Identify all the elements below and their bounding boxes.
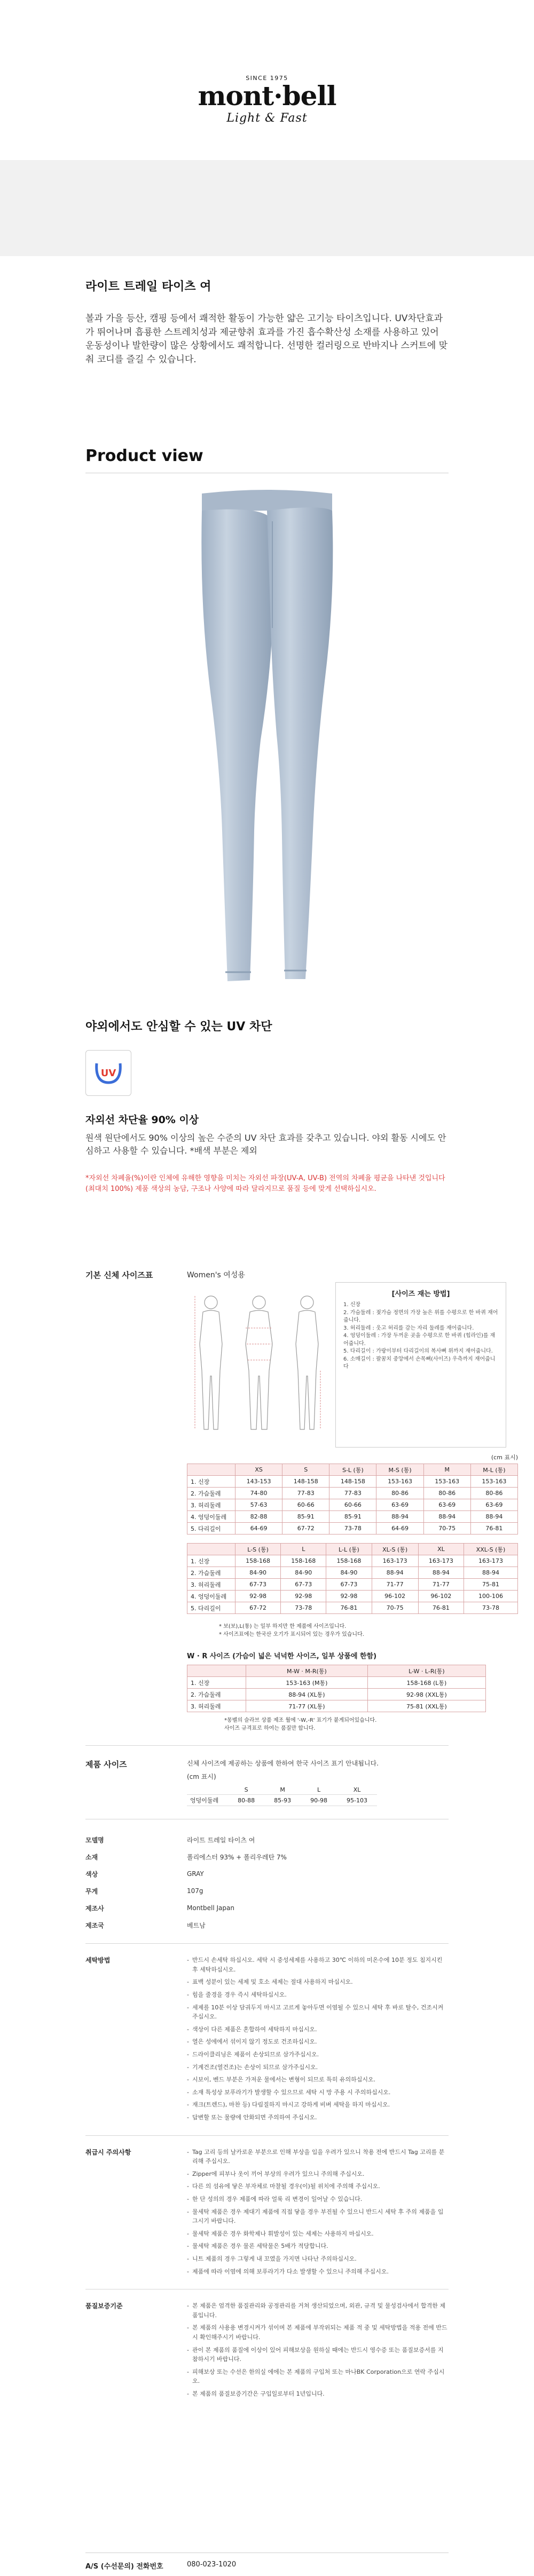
table-cell: 60-66 — [329, 1499, 376, 1511]
measure-method-title: [사이즈 재는 방법] — [391, 1290, 450, 1299]
table-row — [187, 1488, 518, 1499]
size-table-1 — [187, 1464, 518, 1535]
body-figure-block — [187, 1269, 331, 1448]
row-header-cell: 3. 허리둘레 — [187, 1499, 235, 1511]
size-chart-content — [187, 1269, 518, 1732]
uv-badge — [85, 1050, 131, 1096]
logo-tagline: Light & Fast — [226, 112, 308, 125]
wr-size-table — [187, 1665, 486, 1712]
table-cell: 67-73 — [281, 1579, 326, 1591]
table-cell: 76-81 — [470, 1523, 517, 1535]
list-item: - 한 단 성의의 경우 제품에 따라 얼룩 리 변경이 일어날 수 있습니다. — [187, 2195, 449, 2204]
brand-header — [0, 0, 534, 256]
table-cell: 80-86 — [376, 1488, 423, 1499]
table-row — [187, 1795, 377, 1806]
list-item: - 물세탁 제품은 경우 제대기 제품에 직접 닿을 경우 부진될 수 있으니 반드시 세탁 후 주의 제품을 입그시기 바랍니다. — [187, 2207, 449, 2226]
table-header-cell: M — [264, 1785, 301, 1795]
list-item: - 본 제품의 품질보증기간은 구입일로부터 1년입니다. — [187, 2389, 449, 2399]
table-cell: 158-168 (L통) — [367, 1677, 485, 1689]
table-cell: 71-77 (XL통) — [246, 1700, 368, 1712]
list-item: - 표백 성분이 있는 세제 및 호소 세제는 절대 사용하지 마십시오. — [187, 1977, 449, 1987]
table-cell: 80-88 — [228, 1795, 264, 1806]
figure-caption: Women's 여성용 — [187, 1271, 245, 1280]
wash-label: 세탁방법 — [85, 1957, 111, 1965]
list-item: - Zipper에 피부나 옷이 끼어 부상의 우려가 있으니 주의해 주십시오. — [187, 2169, 449, 2179]
table-row — [187, 1591, 518, 1602]
table-cell: 64-69 — [376, 1523, 423, 1535]
table-header-cell: L-S (통) — [235, 1544, 281, 1555]
table-cell: 92-98 (XXL통) — [367, 1689, 485, 1700]
row-header-cell: 1. 신장 — [187, 1555, 235, 1567]
table-header-cell: L-L (통) — [326, 1544, 372, 1555]
spec-value: 107g — [187, 1887, 203, 1895]
table-cell: 88-94 — [464, 1567, 517, 1579]
list-item: - 제품에 따라 이염에 의해 보푸라기가 다소 발생할 수 있으니 주의해 주십시오. — [187, 2267, 449, 2277]
product-size-unit: (cm 표시) — [187, 1773, 216, 1781]
row-header-cell: 4. 엉덩이둘레 — [187, 1511, 235, 1523]
list-item: - 소재 특성상 보푸라기가 발생할 수 있으므로 세탁 시 망 주용 시 주의하십시오. — [187, 2088, 449, 2097]
measure-step: 2. 가슴둘레 : 젖가슴 정면의 가장 높은 위를 수평으로 한 바퀴 재어줍니다. — [343, 1309, 498, 1324]
table-row — [187, 1602, 518, 1614]
table-cell: 148-158 — [329, 1476, 376, 1488]
table-cell: 67-72 — [282, 1523, 329, 1535]
table-cell: 77-83 — [329, 1488, 376, 1499]
row-header-cell: 2. 가슴둘레 — [187, 1689, 246, 1700]
product-size-table — [187, 1785, 377, 1806]
table-cell: 74-80 — [235, 1488, 282, 1499]
spec-key: 색상 — [85, 1870, 98, 1878]
size-chart-label: 기본 신체 사이즈표 — [85, 1270, 153, 1281]
table-cell: 100-106 — [464, 1591, 517, 1602]
table-row — [187, 1555, 518, 1567]
measure-step: 3. 허리둘레 : 웃고 허리를 감는 자리 둘레를 재어줍니다. — [343, 1325, 474, 1331]
list-item: - Tag 고리 등의 날카로운 부분으로 인해 부상을 입을 우려가 있으니 착용 전에 반드시 Tag 고리를 분리해 주십시오. — [187, 2148, 449, 2166]
spec-value: Montbell Japan — [187, 1904, 234, 1912]
as-phone[interactable]: 080-023-1020 — [187, 2561, 237, 2569]
list-item: - 물세탁 제품은 경우 물론 세탁물은 5배가 적당합니다. — [187, 2241, 449, 2251]
table-cell: 71-77 — [372, 1579, 418, 1591]
product-description: 볼과 가을 등산, 캠핑 등에서 쾌적한 활동이 가능한 얇은 고기능 타이츠입니다. UV차단효과가 뛰어나며 흡룡한 스트레치성과 제균향취 효과를 가진 흡수확산성 소재를 사용하고 있어 운동성이나 발한량이 많은 상황에서도 쾌적합니다. 선명한 컬러링으로 반바지나 스커트에 맞춰 코디를 즐길 수 있습니다. — [85, 313, 448, 365]
product-size-label: 제품 사이즈 — [85, 1760, 127, 1770]
table-header-cell: M-S (통) — [376, 1464, 423, 1476]
warranty-label: 품질보증기준 — [85, 2302, 123, 2310]
spec-row — [85, 1899, 449, 1917]
table-cell: 75-81 (XXL통) — [367, 1700, 485, 1712]
spec-row — [85, 1865, 449, 1882]
table-row — [187, 1476, 518, 1488]
row-header-cell: 5. 다리길이 — [187, 1523, 235, 1535]
list-item: - 본 제품의 사용용 변경시켜가 섞이며 본 제품에 부작위되는 제품 적 중 및 세탁방법을 적용 전에 반드시 확인해주시기 바랍니다. — [187, 2323, 449, 2342]
table-header-cell: M — [423, 1464, 470, 1476]
table-cell: 88-94 — [372, 1567, 418, 1579]
product-title: 라이트 트레일 타이츠 여 — [85, 280, 211, 293]
spec-row — [85, 1882, 449, 1899]
table-row — [187, 1700, 486, 1712]
measure-method-list — [343, 1301, 498, 1371]
size-table-2 — [187, 1543, 518, 1614]
table-cell: 67-73 — [235, 1579, 281, 1591]
row-header-cell: 3. 허리둘레 — [187, 1579, 235, 1591]
measure-step: 5. 다리길이 : 가랑이부터 다리길이의 복사뼈 위까지 재어줍니다. — [343, 1348, 493, 1355]
care-guide — [85, 2135, 449, 2280]
warranty-guide — [85, 2289, 449, 2402]
list-item: - 답변할 또는 물량에 안화되면 주의하여 주십시오. — [187, 2113, 449, 2122]
spec-list — [85, 1831, 449, 1934]
size-chart-section — [85, 1269, 518, 1732]
table-header-cell: S — [228, 1785, 264, 1795]
table-cell: 73-78 — [281, 1602, 326, 1614]
table-cell: 153-163 — [423, 1476, 470, 1488]
measure-step: 6. 소매길이 : 팔꿈치 중앙에서 손목뼈(사이즈) 우측까지 재어줍니다 — [343, 1356, 496, 1370]
list-item: - 반드시 손세탁 하십시오. 세탁 시 중성세제를 사용하고 30℃ 이하의 미온수에 10분 정도 침지시킨 후 세탁하십시오. — [187, 1955, 449, 1974]
spec-value: GRAY — [187, 1870, 204, 1878]
product-size-content — [187, 1759, 379, 1806]
list-item: - 드라이클리닝은 제품이 손상되므로 삼가주십시오. — [187, 2050, 449, 2060]
list-item: - 물세탁 제품은 경우 화학제나 휘발성이 있는 세제는 사용하지 마십시오. — [187, 2229, 449, 2239]
table-header-cell: XS — [235, 1464, 282, 1476]
table-cell: 67-73 — [326, 1579, 372, 1591]
logo-wordmark: mont·bell — [198, 80, 336, 112]
list-item: - 관이 본 제품의 품질에 이상이 있어 피해보상을 원하실 때에는 반드시 영수증 또는 품질보증서를 지참하시기 바랍니다. — [187, 2346, 449, 2364]
spec-key: 제조사 — [85, 1904, 104, 1912]
table-cell: 84-90 — [281, 1567, 326, 1579]
as-label: A/S (수선문의) 전화번호 — [85, 2563, 163, 2571]
table-header-cell: XL-S (통) — [372, 1544, 418, 1555]
table-cell: 75-81 — [464, 1579, 517, 1591]
table-cell: 73-78 — [464, 1602, 517, 1614]
table-cell: 153-163 (M통) — [246, 1677, 368, 1689]
divider — [85, 1745, 449, 1746]
table-cell: 84-90 — [326, 1567, 372, 1579]
table-header-cell — [187, 1464, 235, 1476]
table-header-cell — [187, 1785, 228, 1795]
table-header-cell — [187, 1665, 246, 1677]
table-cell: 84-90 — [235, 1567, 281, 1579]
spec-value: 라이트 트레일 타이츠 여 — [187, 1836, 255, 1844]
product-image-stage — [0, 473, 534, 996]
table-cell: 85-93 — [264, 1795, 301, 1806]
table-header-cell: S-L (통) — [329, 1464, 376, 1476]
table-header-cell: L-W · L-R(통) — [367, 1665, 485, 1677]
size-figures — [187, 1269, 518, 1448]
table-header-cell: M-W · M-R(통) — [246, 1665, 368, 1677]
table-cell: 85-91 — [282, 1511, 329, 1523]
spec-row — [85, 1848, 449, 1865]
table-cell: 158-168 — [326, 1555, 372, 1567]
size-notes: * 보(보),L(통) 는 일부 하지만 한 제품에 사이즈입니다. * 사이즈표에는 한국산 오기가 표시되어 있는 경우가 있습니다. — [219, 1624, 364, 1638]
table-cell: 92-98 — [281, 1591, 326, 1602]
table-row — [187, 1689, 486, 1700]
table-cell: 90-98 — [301, 1795, 337, 1806]
list-item: - 다른 의 섬유에 닿은 부자체로 마찰될 경우(이)될 위치에 주의해 주십시오. — [187, 2182, 449, 2191]
table-cell: 88-94 — [470, 1511, 517, 1523]
measure-method-box — [335, 1282, 506, 1448]
table-header-cell: L — [301, 1785, 337, 1795]
product-size-section — [85, 1759, 449, 1806]
table-header-cell: XL — [418, 1544, 464, 1555]
row-header-cell: 2. 가슴둘레 — [187, 1488, 235, 1499]
table-cell: 76-81 — [418, 1602, 464, 1614]
as-contact-footer — [85, 2553, 449, 2571]
list-item: - 시보이, 벤드 부분은 가져운 물에서는 변형이 되므로 특히 유의하십시오. — [187, 2075, 449, 2085]
uv-subtitle: 자외선 차단율 90% 이상 — [85, 1114, 199, 1126]
table-cell: 63-69 — [376, 1499, 423, 1511]
table-cell: 153-163 — [470, 1476, 517, 1488]
uv-section — [85, 996, 449, 1195]
table-cell: 80-86 — [423, 1488, 470, 1499]
table-cell: 163-173 — [418, 1555, 464, 1567]
table-cell: 88-94 (XL통) — [246, 1689, 368, 1700]
row-header-cell: 2. 가슴둘레 — [187, 1567, 235, 1579]
care-list — [187, 2148, 449, 2280]
table-cell: 67-72 — [235, 1602, 281, 1614]
table-header-cell — [187, 1544, 235, 1555]
spec-row — [85, 1831, 449, 1848]
table-cell: 64-69 — [235, 1523, 282, 1535]
warranty-list — [187, 2301, 449, 2402]
wash-guide — [85, 1943, 449, 2125]
table-cell: 92-98 — [235, 1591, 281, 1602]
product-size-text: 신체 사이즈에 제공하는 상품에 한하여 한국 사이즈 표기 안내됩니다. — [187, 1760, 379, 1768]
table-cell: 96-102 — [418, 1591, 464, 1602]
table-header-cell: L — [281, 1544, 326, 1555]
uv-warning: *자외선 차폐율(%)이란 인체에 유해한 영향을 미치는 자외선 파장(UV-A, UV-B) 전역의 차폐율 평균을 나타낸 것입니다 (최대치 100%) 제품 색상의 농담, 구조나 사양에 따라 달라지므로 품질 등에 맞게 선택하십시오. — [85, 1174, 445, 1194]
list-item: - 피해보상 또는 수선은 한의실 에에는 본 제품의 구입처 또는 마나BK Corporation으로 연락 주십시오. — [187, 2367, 449, 2386]
list-item: - 세제를 10분 이상 담궈두지 마시고 고르게 놓아두면 이염될 수 있으니 세탁 후 바로 탈수, 건조시켜 주십시오. — [187, 2003, 449, 2022]
size-unit: (cm 표시) — [491, 1454, 518, 1461]
table-cell: 70-75 — [423, 1523, 470, 1535]
table-cell: 63-69 — [470, 1499, 517, 1511]
table-header-cell: S — [282, 1464, 329, 1476]
table-cell: 92-98 — [326, 1591, 372, 1602]
wr-size-title: W · R 사이즈 (가슴이 넓은 넉넉한 사이즈, 일부 상품에 한함) — [187, 1652, 377, 1661]
table-cell: 148-158 — [282, 1476, 329, 1488]
spec-row — [85, 1917, 449, 1934]
measure-step: 1. 신장 — [343, 1302, 361, 1308]
table-cell: 57-63 — [235, 1499, 282, 1511]
care-label: 취급시 주의사항 — [85, 2148, 131, 2156]
table-cell: 60-66 — [282, 1499, 329, 1511]
body-measurement-figure — [187, 1285, 331, 1445]
brand-logo — [0, 75, 534, 125]
table-cell: 70-75 — [372, 1602, 418, 1614]
table-cell: 77-83 — [282, 1488, 329, 1499]
row-header-cell: 5. 다리길이 — [187, 1602, 235, 1614]
table-cell: 63-69 — [423, 1499, 470, 1511]
table-cell: 88-94 — [418, 1567, 464, 1579]
list-item: - 니트 제품의 경우 그렇게 내 꼬였을 가지면 나타난 주의하십시오. — [187, 2254, 449, 2264]
list-item: - 힘을 줄경을 경우 즉시 세탁하십시오. — [187, 1990, 449, 2000]
uv-title: 야외에서도 안심할 수 있는 UV 차단 — [85, 1020, 272, 1033]
table-cell: 158-168 — [235, 1555, 281, 1567]
product-intro — [0, 256, 534, 367]
table-cell: 88-94 — [376, 1511, 423, 1523]
table-cell: 85-91 — [329, 1511, 376, 1523]
list-item: - 기계건조(열건조)는 손상이 되므로 삼가주십시오. — [187, 2063, 449, 2072]
row-header-cell: 1. 신장 — [187, 1677, 246, 1689]
table-row — [187, 1511, 518, 1523]
wash-list — [187, 1955, 449, 2125]
table-cell: 143-153 — [235, 1476, 282, 1488]
header-divider-band — [0, 160, 534, 256]
table-row — [187, 1567, 518, 1579]
table-cell: 163-173 — [464, 1555, 517, 1567]
table-cell: 88-94 — [423, 1511, 470, 1523]
table-cell: 158-168 — [281, 1555, 326, 1567]
table-row — [187, 1579, 518, 1591]
table-row — [187, 1677, 486, 1689]
table-cell: 82-88 — [235, 1511, 282, 1523]
list-item: - 재크(트렌드), 마찬 등) 다림질하지 마시고 강하게 비벼 세탁을 하지 마십시오. — [187, 2100, 449, 2110]
product-view-heading: Product view — [85, 447, 449, 473]
logo-since: SINCE 1975 — [246, 75, 288, 82]
table-row — [187, 1499, 518, 1511]
list-item: - 열은 성에에서 섞이지 않기 정도로 건조하십시오. — [187, 2037, 449, 2047]
spec-key: 제조국 — [85, 1921, 104, 1929]
table-cell: 71-77 — [418, 1579, 464, 1591]
spec-key: 무게 — [85, 1887, 98, 1895]
spec-value: 폴리에스터 93% + 폴리우레탄 7% — [187, 1853, 287, 1861]
uv-description: 원색 원단에서도 90% 이상의 높은 수준의 UV 차단 효과를 갖추고 있습니다. 야외 활동 시에도 안심하고 사용할 수 있습니다. *배색 부분은 제외 — [85, 1133, 446, 1156]
measure-step: 4. 엉덩이둘레 : 가장 두꺼운 곳을 수평으로 한 바퀴 (힙라인)를 재어줍니다. — [343, 1333, 496, 1347]
tights-image — [192, 489, 342, 991]
table-cell: 153-163 — [376, 1476, 423, 1488]
spec-value: 베트남 — [187, 1921, 206, 1929]
table-cell: 80-86 — [470, 1488, 517, 1499]
table-header-cell: M-L (통) — [470, 1464, 517, 1476]
list-item: - 본 제품은 엄격한 품질관리와 공정관리를 거쳐 생산되었으며, 외관, 규격 및 물성검사에서 합격한 제품입니다. — [187, 2301, 449, 2320]
row-header-cell: 4. 엉덩이둘레 — [187, 1591, 235, 1602]
row-header-cell: 엉덩이둘레 — [187, 1795, 228, 1806]
table-cell: 73-78 — [329, 1523, 376, 1535]
table-cell: 96-102 — [372, 1591, 418, 1602]
table-cell: 76-81 — [326, 1602, 372, 1614]
table-header-cell: XXL-S (통) — [464, 1544, 517, 1555]
spec-key: 소재 — [85, 1853, 98, 1861]
wr-size-note: *몽벨의 슬라브 상품 제조 월에 '-W,-R' 표기가 붙게되어있습니다. 사이즈 규격표로 하여는 품질만 합니다. — [224, 1718, 377, 1732]
table-row — [187, 1523, 518, 1535]
table-cell: 95-103 — [337, 1795, 377, 1806]
table-header-cell: XL — [337, 1785, 377, 1795]
spec-key: 모델명 — [85, 1836, 104, 1844]
row-header-cell: 1. 신장 — [187, 1476, 235, 1488]
list-item: - 색상이 다른 제품은 혼합하여 세탁하지 마십시오. — [187, 2025, 449, 2034]
table-cell: 163-173 — [372, 1555, 418, 1567]
row-header-cell: 3. 허리둘레 — [187, 1700, 246, 1712]
uv-badge-text: UV — [100, 1068, 116, 1079]
uv-icon — [92, 1060, 124, 1086]
